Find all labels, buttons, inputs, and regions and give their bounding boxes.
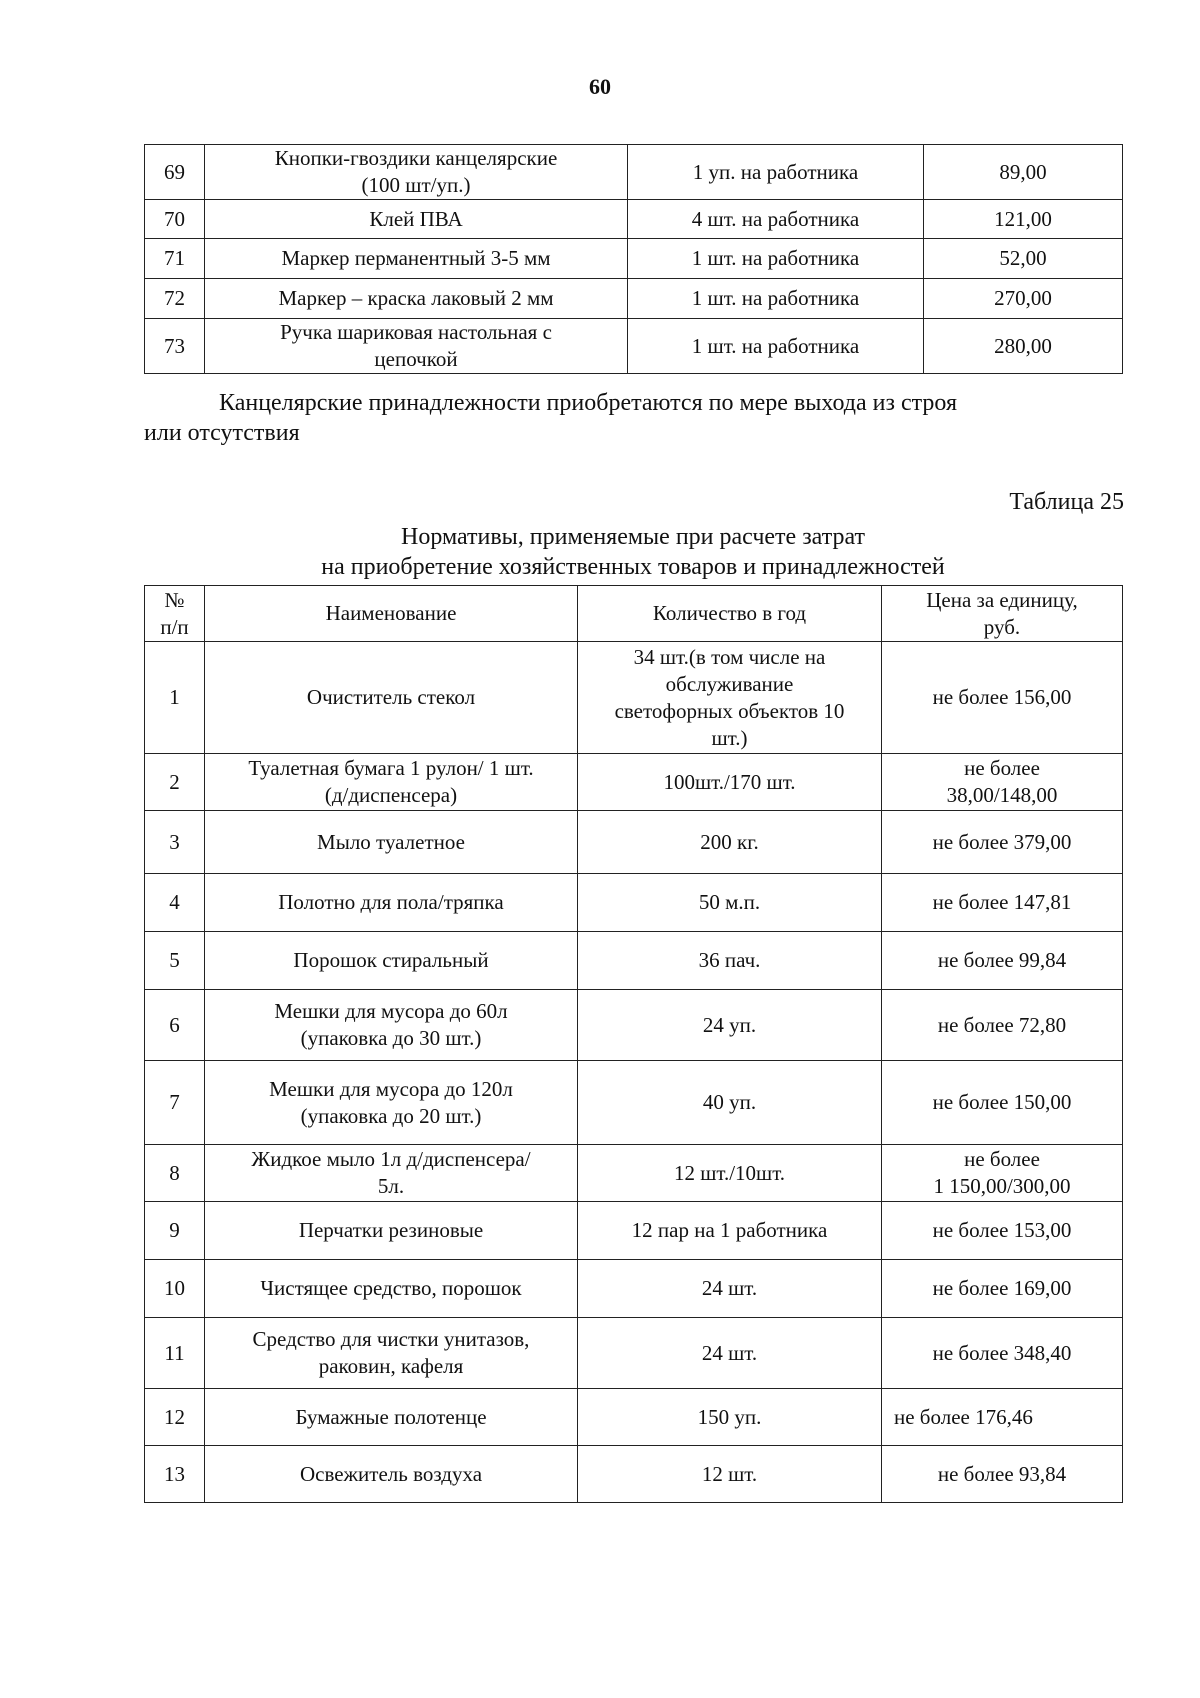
item-quantity-text: 40 уп. xyxy=(702,1090,757,1114)
item-price xyxy=(924,239,1123,279)
header-number-text: п/п xyxy=(160,614,189,639)
item-name xyxy=(205,1446,578,1503)
item-quantity xyxy=(578,1061,882,1145)
item-price-text: 280,00 xyxy=(994,333,1052,358)
item-name xyxy=(205,1318,578,1389)
item-name-text: Ручка шариковая настольная с xyxy=(280,320,552,344)
item-quantity-text: 24 уп. xyxy=(702,1012,757,1037)
row-number-text: 72 xyxy=(164,286,185,310)
item-name xyxy=(205,145,628,200)
item-name-text: Перчатки резиновые xyxy=(298,1218,484,1242)
item-quantity xyxy=(628,200,924,239)
item-name xyxy=(205,1260,578,1318)
row-number-text: 73 xyxy=(164,333,185,358)
table-row xyxy=(145,990,1123,1061)
row-number-text: 70 xyxy=(164,206,185,231)
item-price xyxy=(882,932,1123,990)
item-price-text: не более 348,40 xyxy=(932,1340,1072,1365)
item-quantity-text: 1 шт. на работника xyxy=(691,286,860,310)
row-number xyxy=(145,1061,205,1145)
item-name-text: Мешки для мусора до 60л xyxy=(274,999,508,1023)
item-quantity-text: 100шт./170 шт. xyxy=(663,769,796,794)
item-name-text: Полотно для пола/тряпка xyxy=(278,890,504,914)
item-quantity-text: 150 уп. xyxy=(697,1404,762,1429)
item-quantity-text: 1 шт. на работника xyxy=(691,246,860,270)
row-number-text: 13 xyxy=(164,1461,185,1486)
item-name-text: Маркер – краска лаковый 2 мм xyxy=(278,286,554,310)
item-name xyxy=(205,200,628,239)
item-name xyxy=(205,874,578,932)
item-quantity xyxy=(578,1260,882,1318)
stationery-table xyxy=(144,144,1123,374)
item-quantity-text: 24 шт. xyxy=(701,1340,758,1365)
item-name-text: Клей ПВА xyxy=(369,206,463,231)
item-name-text: Освежитель воздуха xyxy=(299,1461,483,1486)
note-line-2: или отсутствия xyxy=(144,420,300,446)
page-number: 60 xyxy=(589,74,611,99)
item-price-text: не более 156,00 xyxy=(932,685,1072,709)
table-title-line-1: Нормативы, применяемые при расчете затрат xyxy=(400,524,866,550)
row-number xyxy=(145,874,205,932)
table-row xyxy=(145,279,1123,319)
item-name-text: (д/диспенсера) xyxy=(324,783,458,807)
row-number xyxy=(145,145,205,200)
row-number-text: 69 xyxy=(164,159,185,184)
item-quantity xyxy=(578,754,882,811)
item-name-text: Маркер перманентный 3-5 мм xyxy=(281,246,551,270)
table-row xyxy=(145,754,1123,811)
item-quantity-text: шт.) xyxy=(711,725,748,750)
row-number-text: 5 xyxy=(169,948,180,972)
row-number xyxy=(145,1446,205,1503)
item-quantity xyxy=(578,1145,882,1202)
row-number xyxy=(145,642,205,754)
item-quantity xyxy=(578,1318,882,1389)
item-name xyxy=(205,932,578,990)
item-price-text: 270,00 xyxy=(994,286,1052,310)
row-number xyxy=(145,990,205,1061)
item-price-text: не более 93,84 xyxy=(937,1461,1067,1486)
row-number-text: 4 xyxy=(169,890,180,914)
item-quantity-text: 1 уп. на работника xyxy=(692,159,859,184)
item-name xyxy=(205,1061,578,1145)
item-quantity-text: 1 шт. на работника xyxy=(691,333,860,358)
item-name-text: Туалетная бумага 1 рулон/ 1 шт. xyxy=(248,756,534,780)
item-price xyxy=(882,1389,1123,1446)
item-name-text: Порошок стиральный xyxy=(293,948,489,972)
item-price xyxy=(882,1318,1123,1389)
item-name-text: Кнопки-гвоздики канцелярские xyxy=(274,146,558,170)
household-goods-table xyxy=(144,585,1123,1503)
item-price-text: 121,00 xyxy=(994,206,1052,231)
item-price xyxy=(882,811,1123,874)
row-number xyxy=(145,932,205,990)
item-price xyxy=(882,1260,1123,1318)
table-row xyxy=(145,932,1123,990)
table-row xyxy=(145,1260,1123,1318)
row-number xyxy=(145,200,205,239)
item-price-text: не более 99,84 xyxy=(937,948,1067,972)
item-quantity-text: 12 шт./10шт. xyxy=(673,1160,786,1185)
header-name-text: Наименование xyxy=(325,601,457,625)
item-price-text: не более 72,80 xyxy=(937,1012,1067,1037)
item-name-text: Очиститель стекол xyxy=(306,685,476,709)
item-name xyxy=(205,279,628,319)
table-row xyxy=(145,1446,1123,1503)
item-price-text: не более 147,81 xyxy=(932,890,1072,914)
row-number xyxy=(145,1318,205,1389)
item-quantity xyxy=(628,319,924,374)
row-number-text: 10 xyxy=(164,1276,185,1300)
item-quantity xyxy=(578,874,882,932)
item-price xyxy=(882,1145,1123,1202)
row-number-text: 9 xyxy=(169,1218,180,1242)
item-price-text: 38,00/148,00 xyxy=(946,783,1058,807)
item-quantity xyxy=(578,1202,882,1260)
table-title-line-2: на приобретение хозяйственных товаров и принадлежностей xyxy=(321,554,945,580)
item-name-text: цепочкой xyxy=(374,347,458,371)
item-name-text: (100 шт/уп.) xyxy=(361,173,471,197)
row-number-text: 6 xyxy=(169,1012,180,1037)
item-name-text: (упаковка до 20 шт.) xyxy=(300,1103,482,1128)
table-row xyxy=(145,1061,1123,1145)
item-quantity-text: 50 м.п. xyxy=(698,890,761,914)
item-name xyxy=(205,811,578,874)
item-name xyxy=(205,990,578,1061)
item-price-text: не более 176,46 xyxy=(894,1404,1033,1429)
item-name-text: Чистящее средство, порошок xyxy=(260,1276,522,1300)
item-name xyxy=(205,1389,578,1446)
item-price xyxy=(882,990,1123,1061)
table-row xyxy=(145,200,1123,239)
item-name-text: Бумажные полотенце xyxy=(295,1404,487,1429)
item-quantity-text: 24 шт. xyxy=(701,1276,758,1300)
table-row xyxy=(145,319,1123,374)
item-name-text: 5л. xyxy=(377,1174,405,1198)
item-name-text: Мешки для мусора до 120л xyxy=(269,1076,513,1101)
item-price-text: не более 169,00 xyxy=(932,1276,1072,1300)
table-row xyxy=(145,811,1123,874)
item-price-text: не более xyxy=(964,756,1040,780)
item-quantity xyxy=(628,239,924,279)
item-name-text: раковин, кафеля xyxy=(318,1354,464,1378)
item-price-text: 1 150,00/300,00 xyxy=(933,1174,1071,1198)
row-number-text: 2 xyxy=(169,769,180,794)
item-quantity xyxy=(578,1446,882,1503)
header-name xyxy=(205,586,578,642)
item-quantity xyxy=(628,145,924,200)
row-number-text: 3 xyxy=(169,829,180,854)
item-price-text: не более 379,00 xyxy=(932,829,1072,854)
item-quantity xyxy=(578,811,882,874)
row-number xyxy=(145,1260,205,1318)
header-number xyxy=(145,586,205,642)
item-name-text: Жидкое мыло 1л д/диспенсера/ xyxy=(251,1147,531,1171)
item-quantity xyxy=(578,642,882,754)
row-number xyxy=(145,319,205,374)
header-quantity xyxy=(578,586,882,642)
item-price-text: не более 153,00 xyxy=(932,1218,1072,1242)
row-number-text: 7 xyxy=(169,1090,180,1114)
item-price xyxy=(924,145,1123,200)
item-quantity-text: светофорных объектов 10 xyxy=(614,698,845,723)
table-row xyxy=(145,874,1123,932)
item-quantity-text: обслуживание xyxy=(665,671,794,696)
item-price xyxy=(882,1061,1123,1145)
item-price xyxy=(882,874,1123,932)
row-number xyxy=(145,1202,205,1260)
item-name-text: Мыло туалетное xyxy=(317,829,465,854)
row-number xyxy=(145,754,205,811)
item-quantity-text: 36 пач. xyxy=(698,948,761,972)
item-price xyxy=(882,1202,1123,1260)
row-number-text: 12 xyxy=(164,1404,185,1429)
item-quantity-text: 4 шт. на работника xyxy=(691,206,860,231)
table-row xyxy=(145,239,1123,279)
row-number xyxy=(145,1145,205,1202)
table-row xyxy=(145,1145,1123,1202)
item-name xyxy=(205,319,628,374)
item-quantity xyxy=(578,932,882,990)
stationery-note xyxy=(144,388,1134,448)
item-price xyxy=(882,1446,1123,1503)
table-row xyxy=(145,1202,1123,1260)
item-quantity xyxy=(578,990,882,1061)
row-number-text: 71 xyxy=(164,246,185,270)
table-label: Таблица 25 xyxy=(1009,489,1124,515)
item-quantity-text: 200 кг. xyxy=(700,829,759,854)
item-quantity xyxy=(578,1389,882,1446)
item-price xyxy=(924,200,1123,239)
item-name xyxy=(205,1202,578,1260)
item-price-text: не более xyxy=(964,1147,1040,1171)
row-number xyxy=(145,239,205,279)
row-number xyxy=(145,279,205,319)
item-price xyxy=(924,279,1123,319)
header-quantity-text: Количество в год xyxy=(652,601,807,625)
table-row xyxy=(145,145,1123,200)
row-number-text: 1 xyxy=(169,685,180,709)
table-row xyxy=(145,642,1123,754)
item-price-text: не более 150,00 xyxy=(932,1090,1072,1114)
item-name xyxy=(205,754,578,811)
item-quantity xyxy=(628,279,924,319)
item-name-text: Средство для чистки унитазов, xyxy=(252,1327,530,1351)
item-name xyxy=(205,239,628,279)
row-number xyxy=(145,1389,205,1446)
item-price xyxy=(882,754,1123,811)
header-number-text: № xyxy=(164,587,185,612)
table-title xyxy=(144,522,1122,582)
item-price-text: 89,00 xyxy=(999,159,1047,184)
item-quantity-text: 12 пар на 1 работника xyxy=(631,1218,828,1242)
item-quantity-text: 12 шт. xyxy=(701,1461,758,1486)
note-line-1: Канцелярские принадлежности приобретаются по мере выхода из строя xyxy=(219,390,957,416)
item-name xyxy=(205,642,578,754)
item-name-text: (упаковка до 30 шт.) xyxy=(300,1026,482,1050)
item-price xyxy=(882,642,1123,754)
item-price xyxy=(924,319,1123,374)
header-price-text: Цена за единицу, xyxy=(926,587,1078,612)
item-quantity-text: 34 шт.(в том числе на xyxy=(633,644,826,669)
row-number-text: 8 xyxy=(169,1160,180,1185)
header-price xyxy=(882,586,1123,642)
row-number xyxy=(145,811,205,874)
item-price-text: 52,00 xyxy=(999,246,1047,270)
row-number-text: 11 xyxy=(164,1340,185,1365)
header-price-text: руб. xyxy=(983,614,1021,639)
table-row xyxy=(145,1389,1123,1446)
table-row xyxy=(145,1318,1123,1389)
item-name xyxy=(205,1145,578,1202)
header-row xyxy=(145,586,1123,642)
